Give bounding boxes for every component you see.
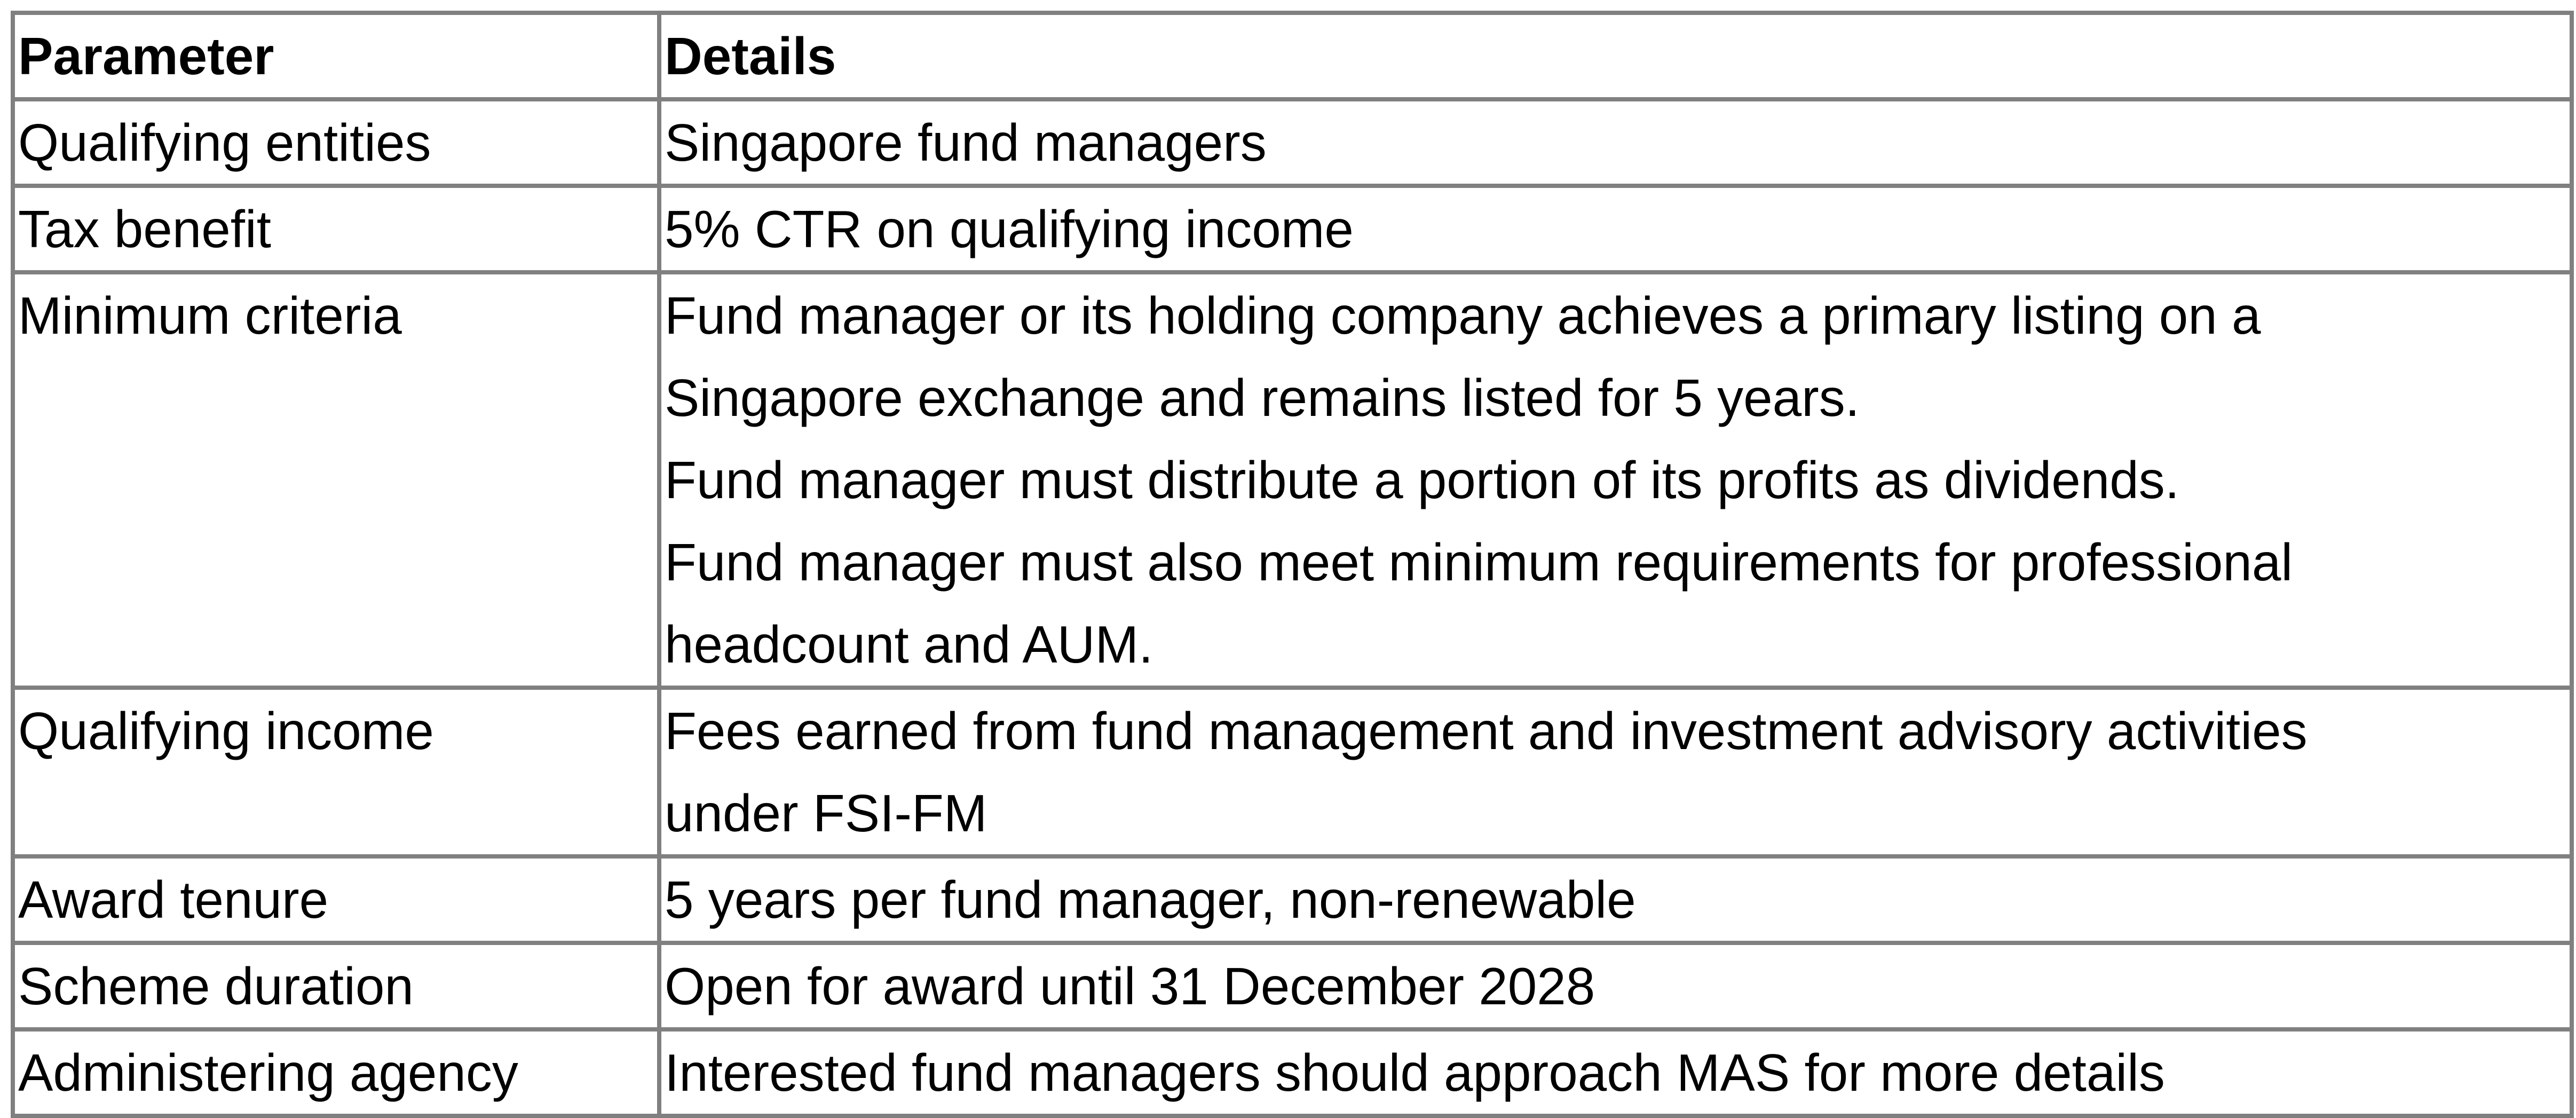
table-row [13, 272, 2572, 688]
details-line: Fund manager must distribute a portion of its profits as dividends. [665, 451, 2179, 509]
details-line: Fund manager or its holding company achieves a primary listing on a [665, 286, 2261, 345]
details-cell [659, 688, 2572, 856]
details-line: under FSI-FM [665, 784, 987, 843]
details-line: Fund manager must also meet minimum requirements for professional [665, 533, 2293, 592]
parameter-cell: Tax benefit [13, 186, 659, 272]
header-parameter: Parameter [13, 13, 659, 99]
table-row [13, 186, 2572, 272]
table-row [13, 943, 2572, 1029]
details-line: Interested fund managers should approach MAS for more details [665, 1043, 2165, 1102]
details-cell [659, 943, 2572, 1029]
header-row [13, 13, 2572, 99]
details-cell [659, 1029, 2572, 1116]
parameter-cell: Qualifying income [13, 688, 659, 856]
parameter-cell: Minimum criteria [13, 272, 659, 688]
details-line: Open for award until 31 December 2028 [665, 957, 1595, 1015]
details-cell [659, 99, 2572, 186]
details-line: 5% CTR on qualifying income [665, 200, 1354, 258]
table-row [13, 856, 2572, 943]
details-line: headcount and AUM. [665, 615, 1153, 674]
details-line: Singapore exchange and remains listed for 5 years. [665, 368, 1860, 427]
details-line: 5 years per fund manager, non-renewable [665, 870, 1636, 929]
header-details: Details [659, 13, 2572, 99]
table-row [13, 99, 2572, 186]
details-cell [659, 856, 2572, 943]
parameter-cell: Scheme duration [13, 943, 659, 1029]
parameter-cell: Award tenure [13, 856, 659, 943]
details-cell [659, 186, 2572, 272]
table-row [13, 688, 2572, 856]
parameter-cell: Qualifying entities [13, 99, 659, 186]
details-line: Fees earned from fund management and investment advisory activities [665, 702, 2308, 760]
parameter-details-table [11, 11, 2574, 1118]
details-line: Singapore fund managers [665, 113, 1267, 172]
parameter-cell: Administering agency [13, 1029, 659, 1116]
details-cell [659, 272, 2572, 688]
table-row [13, 1029, 2572, 1116]
